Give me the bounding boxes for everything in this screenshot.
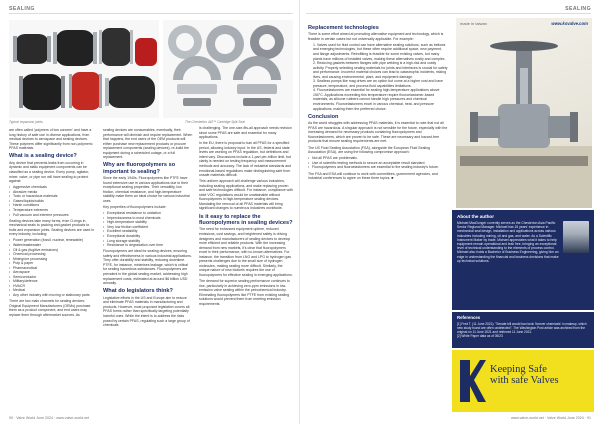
list-item: • Medical <box>9 288 97 293</box>
list-item: • Exceptional resistance to oxidation <box>103 211 193 216</box>
paragraph: The demand for superior sealing performance continues to rise, particularly in achieving zero-ppm emissions in low-emission valve sealing within the petrochemical industry. Eliminating fluoropolymers like PTFE from existing sealing solutions would prevent them from meeting emission requirements. <box>199 279 290 306</box>
paragraph: The FSA and ESA will continue to work with committees, government agencies, and industrial conferences to agree on these three topics. ■ <box>308 171 438 181</box>
author-photo <box>563 221 589 253</box>
author-text: Michael MacDonger currently serves as the Chesterton Asia Pacific Senior Regional Manager. Michael has 16 years' experience in mechanical seal design, installation and applications across various industries including mining, oil and gas, and water. As a Scientific Instrument Maker by trade, Michael appreciates what it takes to help equipment remain operational and leak free, bringing an exceptional level of technical understanding to the elements of process control. Michael also holds a Bachelor of Business Engineering, giving him an edge in understanding the financial and business decisions that make up technical solutions. <box>457 221 559 263</box>
list-item: 2. Reducing gaskets between flanges with pipe welding is a high-risk and costly activity. Properly selecting sealing materials for joints and interfaces is crucial for safety and performance. Incorrect material choices can lead to catastrophic incidents, risking lives, and causing environmental, plant, and equipment damage. <box>313 61 448 79</box>
list-item: • Harsh conditions <box>9 203 97 208</box>
list-item: • Not all PFAS are problematic. <box>308 156 448 161</box>
column <box>308 22 448 414</box>
author-heading: About the author <box>457 214 494 219</box>
subheading: What do legislators think? <box>103 288 173 295</box>
right-page <box>300 0 600 424</box>
list-item: • Temperature extremes <box>9 208 97 213</box>
list-item: • Aerospace <box>9 270 97 275</box>
paragraph: Fluoropolymers are ideal for sealing devices, ensuring safety and effectiveness in various industrial applications. They offer durability and stability, reducing downtime. PTFE, for instance, minimises leakage, which is critical for sealing hazardous substances. Fluoropolymers are prevalent in the global sealing market, addressing high replacement costs, estimated at around $6 billion USD annually. <box>103 249 192 286</box>
photo-caption: Typical expansion joints. <box>9 120 44 124</box>
paragraph: Legislative efforts in the US and Europe aim to reduce and eliminate PFAS materials in manufacturing and products. However, most proposed legislation covers all PFAS forms rather than specifically targeting potentially harmful ones. While the intent is to address the risks posed by certain PFAS, regulating such a large group of chemicals <box>103 295 190 328</box>
photo-caption: The Chesterton 442™ Cartridge Split Seal. <box>185 120 246 124</box>
reference-item: [2] White Paper data as of 05/23 <box>457 333 503 338</box>
page-folio: 90 · Valve World June 2024 · www.valve-world.net <box>9 416 89 420</box>
ks-logo-icon <box>456 356 486 406</box>
list-item: • Use of scientific testing methods to secure an acceptable result standard. <box>308 161 448 166</box>
subheading: What is a sealing device? <box>9 153 77 160</box>
made-in-label: made in taiwan <box>460 21 487 26</box>
list-item: • Water/wastewater <box>9 243 97 248</box>
list-item: • Power generation (fossil, nuclear, renewable) <box>9 238 97 243</box>
list-item: • Pharmaceutical <box>9 266 97 271</box>
list-item: • Excellent sealability <box>103 229 193 234</box>
page-folio: www.valve-world.net · Valve World June 2024 · 91 <box>511 416 591 420</box>
bullet-list <box>9 238 97 297</box>
list-item: • High-temperature stability <box>103 220 193 225</box>
top-rule <box>306 13 591 14</box>
section-tag: SEALING <box>9 6 35 12</box>
list-item: • Chemical processing <box>9 252 97 257</box>
numbered-list <box>308 43 448 111</box>
valve-advert-photo <box>456 18 592 208</box>
list-item: • Full vacuum and extreme pressures <box>9 213 97 218</box>
list-item: • Resistance to degradation over time <box>103 243 193 248</box>
paragraph: Key properties of fluoropolymers include: <box>103 205 167 210</box>
banner-slogan <box>490 364 559 386</box>
paragraph: The need for enhanced equipment uptime, reduced emissions, cost savings, and heightened safety is driving designers and manufacturers of sealing devices to develop more efficient and reliable products. With the increasing demand from new markets, it's clear that fluoropolymers excel in their performance, with no known alternatives. For instance, the transition from LNG and LPG to hydrogen gas presents challenges due to the small size of hydrogen molecules, making sealing more difficult. Similarly, the unique nature of new biofuels requires the use of fluoropolymers for effective sealing in emerging applications. <box>199 227 293 277</box>
reference-item: [1] Fred T. (11 June 2021): "Senate bill would ban toxic 'forever chemicals' in makeup, which new study found are often undetected". The Washington Post article was archived from the original on 11 June 2021 and retrieved 11 June 2021. <box>457 321 587 334</box>
paragraph: There are two main channels for sealing devices: Original Equipment Manufacturers (OEMs) purchase them as a product component, and end users may replace them through aftermarket sources. As <box>9 299 91 317</box>
subheading: Replacement technologies <box>308 24 379 31</box>
bullet-list <box>103 211 193 247</box>
paragraph: sealing devices are consumables, eventually, their performance will diminish and require replacement. When that happens, the end users of the OEM products will either purchase new replacement products or procure replacement components (sealing devices), re-build the equipment during a scheduled outage, or a full replacement. <box>103 128 193 160</box>
list-item: • HVACR <box>9 284 97 289</box>
bullet-list <box>9 185 97 217</box>
paragraph: is challenging. The one-size-fits-all approach needs revision since some PFAS are safe and essential for many applications. <box>199 126 292 140</box>
banner-line-1: Keeping Safe <box>490 364 547 375</box>
brand-url: www.ksvalve.com <box>551 21 588 26</box>
banner-line-2: with safe Valves <box>490 375 559 386</box>
references-list <box>457 322 589 338</box>
list-item: • Long storage stability <box>103 239 193 244</box>
list-item: • Gases/liquids/solids <box>9 199 97 204</box>
list-item: • Very low friction coefficient <box>103 225 193 230</box>
list-item: • Fluoropolymers and fluoroelastomers are essential to the sealing industry's future. <box>308 165 448 170</box>
list-item: • Exceptional durability <box>103 234 193 239</box>
expansion-joints-photo <box>9 20 159 118</box>
list-item: • Semiconductor <box>9 275 97 280</box>
paragraph: In the EU, there is proposal to ban all PFAS for a specified period, allowing industry input. In the US, federal and state levels are working on PFAS regulation, but definitions and intent vary. Discussions include a 1-part per-trillion limit, but clarity is needed on testing frequency and measurement methods and accuracy. The lack of industrial standards and emotional-based regulations make distinguishing safe from unsafe materials difficult. <box>199 141 292 178</box>
list-item: 1. Valves used for fluid control can have alternative sealing solutions, such as bellows and emerging technologies, but these often require additional space, new payment, and flange adjustments. Retrofitting is feasible for some existing valves, but many plants have millions of installed valves, making these alternatives costly and complex. <box>313 42 446 61</box>
list-item: • Military/defence <box>9 279 97 284</box>
column <box>199 24 293 416</box>
column <box>103 128 193 416</box>
references-heading: References <box>457 315 481 320</box>
paragraph: Since the early 1940s, Fluoropolymers like PTFE have found extensive use in various applications due to their exceptional sealing properties. Their versatility, low friction, chemical resistance, and high-temperature stability make them an ideal choice for various industrial uses. <box>103 176 190 203</box>
paragraph: Any device that prevents leaks from occurring in dynamic and static equipment components can be classified as a sealing device. Every pump, agitator, mixer, valve, or pipe run will have sealing to protect against: <box>9 160 90 184</box>
bullet-list <box>308 156 448 170</box>
list-item: • Aggressive chemicals <box>9 185 97 190</box>
top-rule <box>9 13 293 14</box>
paragraph: The US Fluid Sealing Association (FSA), alongside the European Fluid Sealing Association (ESA), are using the following compromise approach: <box>308 145 430 155</box>
ks-valves-banner <box>452 350 594 412</box>
paragraph: As the world struggles with addressing PFAS materials, it is essential to note that not all PFAS are hazardous. A singular approach is not sensible for the future, especially with the increasing demand for necessary products containing fluoropolymers and fluoroelastomers, which are proven to be safe. These are necessary and hazard-free products that ensure sealing requirements are met. <box>308 121 448 144</box>
list-item: 3. Sealless pumps like mag drives are an option but come at a higher cost and have pressure, temperature, and process fluid capabilities limitations. <box>313 79 443 88</box>
list-item: • Imperviousness to most chemicals <box>103 216 193 221</box>
subheading: Why are fluoropolymers so important to sealing? <box>103 162 176 175</box>
paragraph: This uniform approach will challenge various industries, including sealing applications, and make replacing proven and safe technologies difficult. For instance, compliance with strict VOC regulations would be unattainable without fluoropolymers in high-temperature sealing devices. Mandating the removal of all PFAS materials will bring significant changes to numerous industries worldwide. <box>199 179 293 211</box>
list-item: • Toxic or hazardous materials <box>9 194 97 199</box>
references-box <box>452 312 594 348</box>
subheading: Is it easy to replace the fluoropolymers in sealing devices? <box>199 213 293 226</box>
paragraph: There is some effort aimed at promoting alternative equipment and technology, which is feasible in certain cases but not universally applicable. For example: <box>308 32 444 41</box>
list-item: • Mining/ore processing <box>9 257 97 262</box>
paragraph: are often called 'polymers of low concern' and have a long history of safe use in diverse applications, from medical devices to aerospace and sealing devices. These polymers differ significantly from non-polymeric PFAS materials. <box>9 128 93 151</box>
list-item: • Oil & gas (fugitive emissions) <box>9 248 97 253</box>
subheading: Conclusion <box>308 113 339 120</box>
column <box>9 128 97 416</box>
section-tag: SEALING <box>565 6 591 12</box>
about-author-box <box>452 210 594 310</box>
list-item: • Abrasive media <box>9 190 97 195</box>
list-item: • Any other industry with moving or stationary parts <box>9 293 97 298</box>
list-item: • Pulp & paper <box>9 261 97 266</box>
paragraph: Sealing devices take many forms, from O-rings in mechanical seals to packing and gasket products to bolts and expansion joints. Sealing devices are used in every industry, including: <box>9 218 95 237</box>
industrial-valve-icon <box>456 28 592 208</box>
list-item: 4. Fluoroelastomers are essential for sealing high-temperature applications above 150°C. Applications exceeding this temperature require fluoroelastomer-based materials, as silicone rubbers cannot handle high pressures and chemical environments. Fluoroelastomers excel in various chemical, heat, and pressure applications, making them the preferred choice. <box>313 88 440 111</box>
